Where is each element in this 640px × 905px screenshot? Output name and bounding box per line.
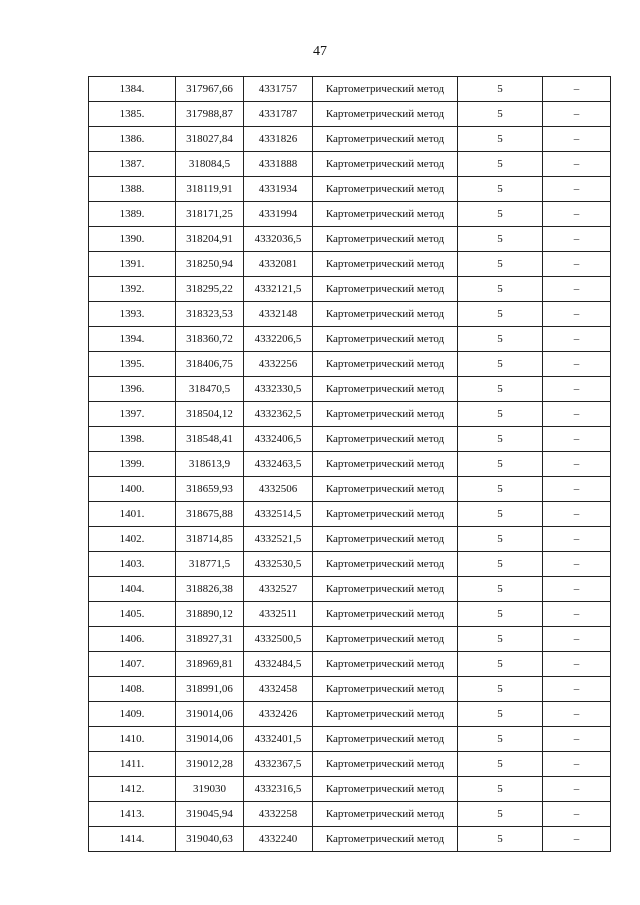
x-coordinate-cell: 318675,88 [176,502,244,527]
x-coordinate-cell: 318204,91 [176,227,244,252]
method-cell: Картометрический метод [313,277,458,302]
y-coordinate-cell: 4332258 [244,802,313,827]
method-cell: Картометрический метод [313,302,458,327]
description-cell: – [543,477,611,502]
method-cell: Картометрический метод [313,477,458,502]
description-cell: – [543,427,611,452]
table-row [89,377,611,402]
table-row [89,677,611,702]
x-coordinate-cell: 318323,53 [176,302,244,327]
table-row [89,602,611,627]
page-number: 47 [313,44,327,59]
y-coordinate-cell: 4331994 [244,202,313,227]
description-cell: – [543,127,611,152]
table-row [89,727,611,752]
y-coordinate-cell: 4332362,5 [244,402,313,427]
x-coordinate-cell: 318360,72 [176,327,244,352]
accuracy-cell: 5 [458,577,543,602]
x-coordinate-cell: 318470,5 [176,377,244,402]
description-cell: – [543,627,611,652]
y-coordinate-cell: 4332484,5 [244,652,313,677]
accuracy-cell: 5 [458,352,543,377]
y-coordinate-cell: 4332148 [244,302,313,327]
point-number-cell: 1406. [89,627,176,652]
x-coordinate-cell: 318826,38 [176,577,244,602]
accuracy-cell: 5 [458,602,543,627]
table-row [89,577,611,602]
method-cell: Картометрический метод [313,177,458,202]
point-number-cell: 1404. [89,577,176,602]
y-coordinate-cell: 4332206,5 [244,327,313,352]
table-row [89,227,611,252]
table-row [89,127,611,152]
method-cell: Картометрический метод [313,152,458,177]
method-cell: Картометрический метод [313,777,458,802]
point-number-cell: 1385. [89,102,176,127]
accuracy-cell: 5 [458,752,543,777]
accuracy-cell: 5 [458,427,543,452]
method-cell: Картометрический метод [313,727,458,752]
table-row [89,402,611,427]
accuracy-cell: 5 [458,302,543,327]
method-cell: Картометрический метод [313,452,458,477]
y-coordinate-cell: 4331888 [244,152,313,177]
point-number-cell: 1402. [89,527,176,552]
method-cell: Картометрический метод [313,652,458,677]
x-coordinate-cell: 318084,5 [176,152,244,177]
x-coordinate-cell: 318027,84 [176,127,244,152]
table-row [89,452,611,477]
table-row [89,327,611,352]
table-row [89,702,611,727]
description-cell: – [543,527,611,552]
accuracy-cell: 5 [458,102,543,127]
x-coordinate-cell: 319014,06 [176,727,244,752]
accuracy-cell: 5 [458,627,543,652]
x-coordinate-cell: 318659,93 [176,477,244,502]
method-cell: Картометрический метод [313,352,458,377]
accuracy-cell: 5 [458,402,543,427]
accuracy-cell: 5 [458,477,543,502]
point-number-cell: 1397. [89,402,176,427]
description-cell: – [543,652,611,677]
y-coordinate-cell: 4331934 [244,177,313,202]
point-number-cell: 1407. [89,652,176,677]
point-number-cell: 1391. [89,252,176,277]
table-row [89,77,611,102]
y-coordinate-cell: 4332330,5 [244,377,313,402]
table-row [89,202,611,227]
point-number-cell: 1398. [89,427,176,452]
table-row [89,302,611,327]
accuracy-cell: 5 [458,227,543,252]
x-coordinate-cell: 318504,12 [176,402,244,427]
description-cell: – [543,77,611,102]
table-row [89,827,611,852]
accuracy-cell: 5 [458,777,543,802]
x-coordinate-cell: 318548,41 [176,427,244,452]
x-coordinate-cell: 317967,66 [176,77,244,102]
method-cell: Картометрический метод [313,252,458,277]
description-cell: – [543,302,611,327]
y-coordinate-cell: 4331826 [244,127,313,152]
description-cell: – [543,177,611,202]
method-cell: Картометрический метод [313,827,458,852]
accuracy-cell: 5 [458,652,543,677]
description-cell: – [543,602,611,627]
point-number-cell: 1403. [89,552,176,577]
y-coordinate-cell: 4332527 [244,577,313,602]
method-cell: Картометрический метод [313,102,458,127]
y-coordinate-cell: 4332500,5 [244,627,313,652]
x-coordinate-cell: 319045,94 [176,802,244,827]
method-cell: Картометрический метод [313,602,458,627]
table-row [89,277,611,302]
accuracy-cell: 5 [458,377,543,402]
method-cell: Картометрический метод [313,327,458,352]
description-cell: – [543,702,611,727]
point-number-cell: 1387. [89,152,176,177]
point-number-cell: 1392. [89,277,176,302]
point-number-cell: 1384. [89,77,176,102]
x-coordinate-cell: 318969,81 [176,652,244,677]
table-row [89,102,611,127]
y-coordinate-cell: 4332316,5 [244,777,313,802]
table-row [89,802,611,827]
x-coordinate-cell: 318295,22 [176,277,244,302]
y-coordinate-cell: 4332406,5 [244,427,313,452]
point-number-cell: 1388. [89,177,176,202]
x-coordinate-cell: 319014,06 [176,702,244,727]
description-cell: – [543,327,611,352]
table-row [89,177,611,202]
description-cell: – [543,677,611,702]
description-cell: – [543,352,611,377]
accuracy-cell: 5 [458,177,543,202]
description-cell: – [543,402,611,427]
table-row [89,152,611,177]
x-coordinate-cell: 318613,9 [176,452,244,477]
x-coordinate-cell: 318119,91 [176,177,244,202]
description-cell: – [543,727,611,752]
x-coordinate-cell: 318250,94 [176,252,244,277]
y-coordinate-cell: 4332521,5 [244,527,313,552]
accuracy-cell: 5 [458,327,543,352]
description-cell: – [543,377,611,402]
accuracy-cell: 5 [458,452,543,477]
accuracy-cell: 5 [458,677,543,702]
x-coordinate-cell: 318890,12 [176,602,244,627]
method-cell: Картометрический метод [313,77,458,102]
x-coordinate-cell: 318927,31 [176,627,244,652]
description-cell: – [543,827,611,852]
accuracy-cell: 5 [458,202,543,227]
x-coordinate-cell: 318771,5 [176,552,244,577]
description-cell: – [543,452,611,477]
description-cell: – [543,277,611,302]
y-coordinate-cell: 4332081 [244,252,313,277]
y-coordinate-cell: 4332506 [244,477,313,502]
point-number-cell: 1396. [89,377,176,402]
method-cell: Картометрический метод [313,427,458,452]
x-coordinate-cell: 317988,87 [176,102,244,127]
y-coordinate-cell: 4332530,5 [244,552,313,577]
y-coordinate-cell: 4332401,5 [244,727,313,752]
point-number-cell: 1405. [89,602,176,627]
method-cell: Картометрический метод [313,227,458,252]
accuracy-cell: 5 [458,252,543,277]
table-row [89,777,611,802]
table-row [89,352,611,377]
table-row [89,252,611,277]
point-number-cell: 1390. [89,227,176,252]
x-coordinate-cell: 318714,85 [176,527,244,552]
y-coordinate-cell: 4332240 [244,827,313,852]
accuracy-cell: 5 [458,827,543,852]
table-row [89,477,611,502]
method-cell: Картометрический метод [313,552,458,577]
description-cell: – [543,552,611,577]
accuracy-cell: 5 [458,802,543,827]
method-cell: Картометрический метод [313,127,458,152]
description-cell: – [543,752,611,777]
point-number-cell: 1394. [89,327,176,352]
description-cell: – [543,202,611,227]
point-number-cell: 1409. [89,702,176,727]
method-cell: Картометрический метод [313,502,458,527]
point-number-cell: 1411. [89,752,176,777]
accuracy-cell: 5 [458,502,543,527]
y-coordinate-cell: 4332514,5 [244,502,313,527]
method-cell: Картометрический метод [313,377,458,402]
accuracy-cell: 5 [458,527,543,552]
description-cell: – [543,802,611,827]
point-number-cell: 1413. [89,802,176,827]
x-coordinate-cell: 318406,75 [176,352,244,377]
description-cell: – [543,102,611,127]
x-coordinate-cell: 318171,25 [176,202,244,227]
description-cell: – [543,502,611,527]
point-number-cell: 1393. [89,302,176,327]
y-coordinate-cell: 4331757 [244,77,313,102]
table-row [89,552,611,577]
method-cell: Картометрический метод [313,702,458,727]
y-coordinate-cell: 4332511 [244,602,313,627]
x-coordinate-cell: 319012,28 [176,752,244,777]
table-row [89,627,611,652]
coordinates-table [88,76,611,852]
y-coordinate-cell: 4332426 [244,702,313,727]
accuracy-cell: 5 [458,127,543,152]
method-cell: Картометрический метод [313,527,458,552]
accuracy-cell: 5 [458,727,543,752]
point-number-cell: 1401. [89,502,176,527]
table-row [89,527,611,552]
point-number-cell: 1408. [89,677,176,702]
point-number-cell: 1395. [89,352,176,377]
point-number-cell: 1386. [89,127,176,152]
point-number-cell: 1399. [89,452,176,477]
x-coordinate-cell: 319040,63 [176,827,244,852]
accuracy-cell: 5 [458,552,543,577]
method-cell: Картометрический метод [313,202,458,227]
point-number-cell: 1414. [89,827,176,852]
x-coordinate-cell: 319030 [176,777,244,802]
description-cell: – [543,252,611,277]
y-coordinate-cell: 4332458 [244,677,313,702]
y-coordinate-cell: 4332367,5 [244,752,313,777]
description-cell: – [543,777,611,802]
table-row [89,752,611,777]
point-number-cell: 1389. [89,202,176,227]
y-coordinate-cell: 4332121,5 [244,277,313,302]
y-coordinate-cell: 4332036,5 [244,227,313,252]
accuracy-cell: 5 [458,152,543,177]
point-number-cell: 1400. [89,477,176,502]
method-cell: Картометрический метод [313,677,458,702]
accuracy-cell: 5 [458,702,543,727]
y-coordinate-cell: 4332256 [244,352,313,377]
method-cell: Картометрический метод [313,627,458,652]
accuracy-cell: 5 [458,277,543,302]
method-cell: Картометрический метод [313,752,458,777]
method-cell: Картометрический метод [313,577,458,602]
description-cell: – [543,227,611,252]
method-cell: Картометрический метод [313,802,458,827]
method-cell: Картометрический метод [313,402,458,427]
point-number-cell: 1412. [89,777,176,802]
description-cell: – [543,577,611,602]
y-coordinate-cell: 4332463,5 [244,452,313,477]
description-cell: – [543,152,611,177]
table-row [89,502,611,527]
table-body [89,77,611,852]
accuracy-cell: 5 [458,77,543,102]
point-number-cell: 1410. [89,727,176,752]
x-coordinate-cell: 318991,06 [176,677,244,702]
y-coordinate-cell: 4331787 [244,102,313,127]
table-row [89,652,611,677]
table-row [89,427,611,452]
